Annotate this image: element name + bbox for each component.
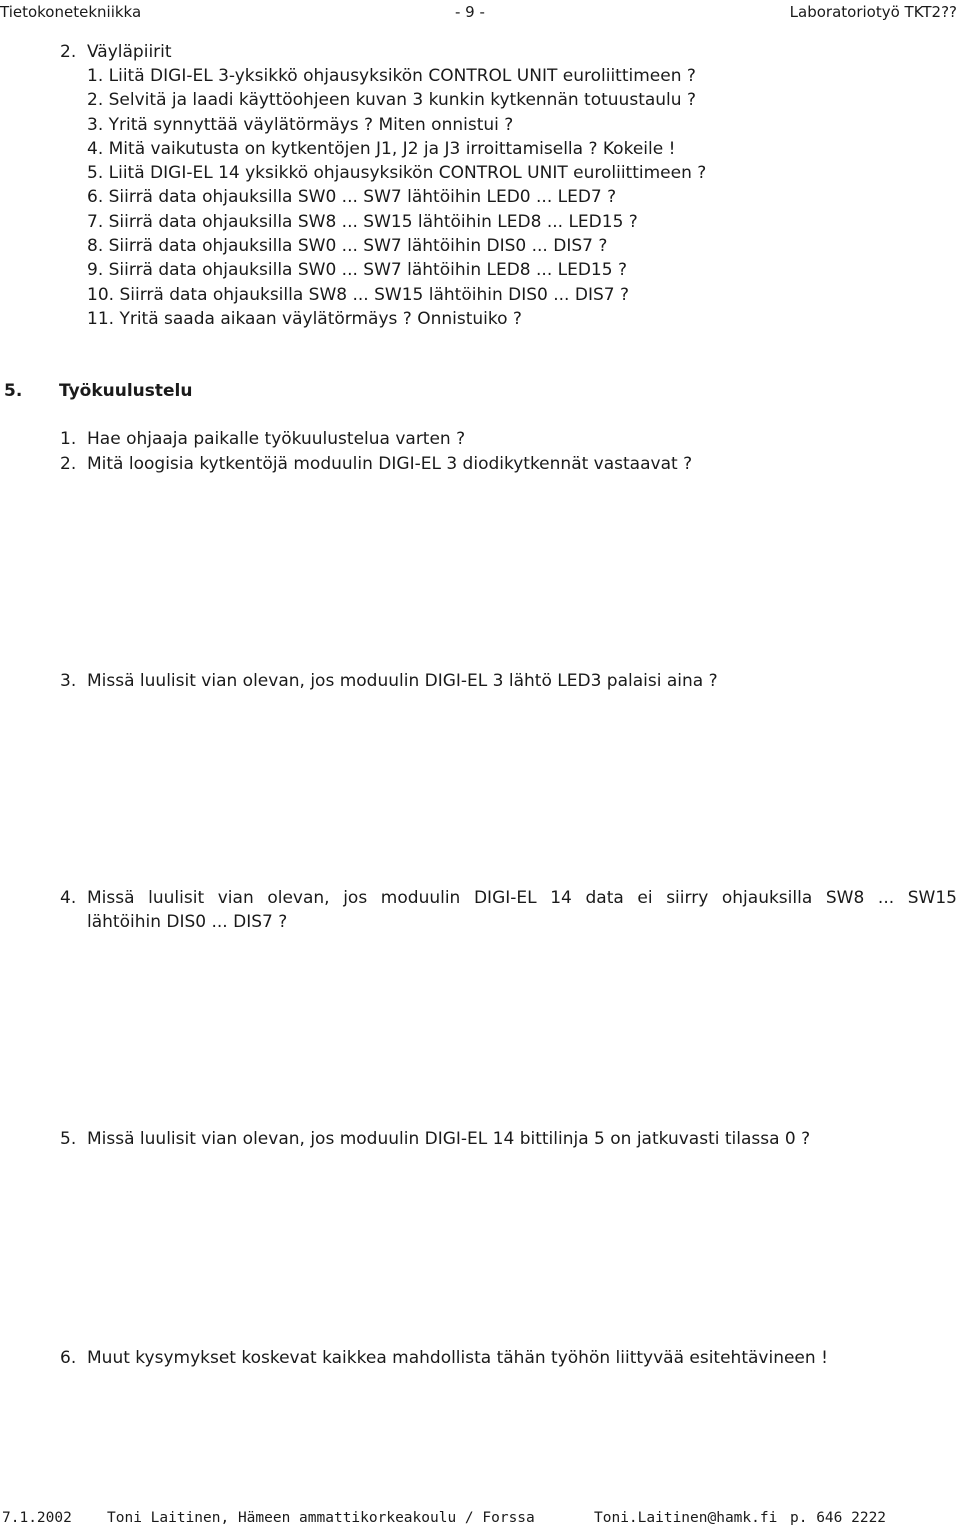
question-4-line-1: Missä luulisit vian olevan, jos moduulin DIGI-EL 14 data ei siirry ohjauksilla SW8 ... SW15 (87, 888, 957, 908)
question-4-line-2: lähtöihin DIS0 ... DIS7 ? (87, 912, 288, 932)
item-number: 1. (87, 66, 104, 86)
question-number: 2. (60, 454, 77, 474)
item-number: 5. (87, 163, 104, 183)
item-number: 8. (87, 236, 104, 256)
section-2-number: 2. (60, 42, 77, 62)
question-6-text: Muut kysymykset koskevat kaikkea mahdollista tähän työhön liittyvää esitehtävineen ! (87, 1348, 828, 1368)
section-5-title: Työkuulustelu (59, 381, 193, 401)
question-number: 3. (60, 671, 77, 691)
item-text: Yritä synnyttää väylätörmäys ? Miten onnistui ? (108, 115, 514, 135)
question-number: 1. (60, 429, 77, 449)
question-1-text: Hae ohjaaja paikalle työkuulustelua varten ? (87, 429, 466, 449)
item-text: Liitä DIGI-EL 14 yksikkö ohjausyksikön CONTROL UNIT euroliittimeen ? (108, 163, 707, 183)
list-item (87, 65, 696, 87)
section-5-number: 5. (4, 381, 23, 401)
question-number: 6. (60, 1348, 77, 1368)
item-text: Siirrä data ohjauksilla SW0 ... SW7 lähtöihin DIS0 ... DIS7 ? (108, 236, 608, 256)
question-number: 5. (60, 1129, 77, 1149)
question-5-text: Missä luulisit vian olevan, jos moduulin DIGI-EL 14 bittilinja 5 on jatkuvasti tilassa 0 ? (87, 1129, 811, 1149)
question-number: 4. (60, 888, 77, 908)
item-number: 3. (87, 115, 104, 135)
list-item (87, 138, 675, 160)
item-number: 9. (87, 260, 104, 280)
item-number: 2. (87, 90, 104, 110)
item-text: Selvitä ja laadi käyttöohjeen kuvan 3 kunkin kytkennän totuustaulu ? (108, 90, 696, 110)
header-course: Tietokonetekniikka (0, 3, 142, 21)
list-item (87, 235, 607, 257)
item-text: Siirrä data ohjauksilla SW0 ... SW7 lähtöihin LED8 ... LED15 ? (108, 260, 627, 280)
item-text: Siirrä data ohjauksilla SW8 ... SW15 lähtöihin DIS0 ... DIS7 ? (119, 285, 629, 305)
list-item (87, 308, 522, 330)
item-number: 4. (87, 139, 104, 159)
item-text: Siirrä data ohjauksilla SW0 ... SW7 lähtöihin LED0 ... LED7 ? (108, 187, 617, 207)
footer-phone: p. 646 2222 (790, 1510, 887, 1526)
header-page-number: - 9 - (455, 3, 485, 21)
question-2-text: Mitä loogisia kytkentöjä moduulin DIGI-EL 3 diodikytkennät vastaavat ? (87, 454, 693, 474)
item-text: Siirrä data ohjauksilla SW8 ... SW15 lähtöihin LED8 ... LED15 ? (108, 212, 638, 232)
item-text: Yritä saada aikaan väylätörmäys ? Onnistuiko ? (119, 309, 522, 329)
footer-author: Toni Laitinen, Hämeen ammattikorkeakoulu / Forssa (107, 1510, 535, 1526)
list-item (87, 89, 696, 111)
list-item (87, 284, 629, 306)
item-number: 6. (87, 187, 104, 207)
footer-date: 7.1.2002 (2, 1510, 72, 1526)
question-3-text: Missä luulisit vian olevan, jos moduulin DIGI-EL 3 lähtö LED3 palaisi aina ? (87, 671, 718, 691)
item-text: Liitä DIGI-EL 3-yksikkö ohjausyksikön CONTROL UNIT euroliittimeen ? (108, 66, 696, 86)
list-item (87, 162, 706, 184)
header-lab-title: Laboratoriotyö TKT2?? (789, 3, 957, 21)
list-item (87, 186, 616, 208)
section-2-title: Väyläpiirit (87, 42, 172, 62)
list-item (87, 114, 513, 136)
item-number: 10. (87, 285, 115, 305)
list-item (87, 259, 627, 281)
item-text: Mitä vaikutusta on kytkentöjen J1, J2 ja J3 irroittamisella ? Kokeile ! (108, 139, 676, 159)
footer-email: Toni.Laitinen@hamk.fi (594, 1510, 778, 1526)
list-item (87, 211, 638, 233)
item-number: 11. (87, 309, 115, 329)
item-number: 7. (87, 212, 104, 232)
